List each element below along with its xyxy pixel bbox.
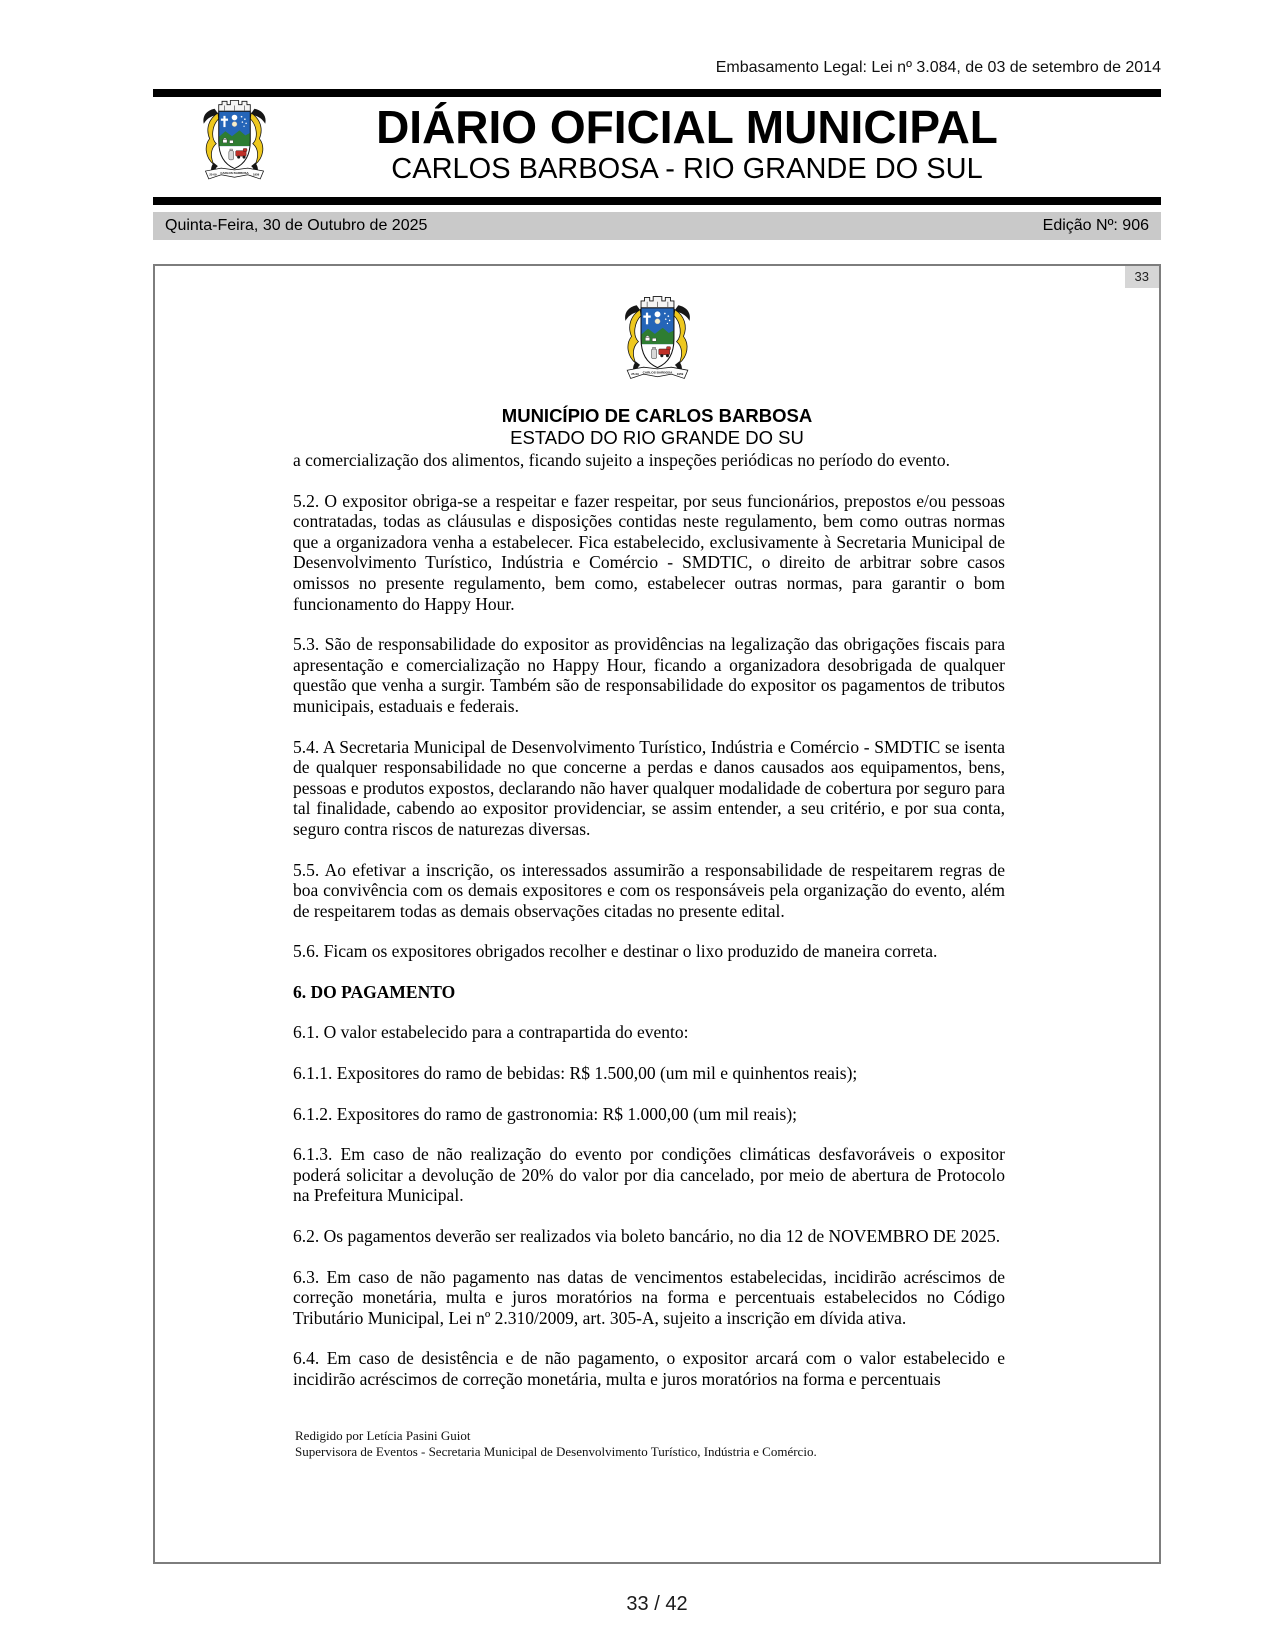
section-heading: 6. DO PAGAMENTO (293, 981, 456, 1002)
paragraph: 5.6. Ficam os expositores obrigados recolher e destinar o lixo produzido de maneira correta. (293, 941, 938, 962)
paragraph: 6.3. Em caso de não pagamento nas datas de vencimentos estabelecidas, incidirão acréscimos de correção monetária, multa e juros moratórios na forma e percentuais estabelecidos no Código Tributário Municipal, Lei nº 2.310/2009, art. 305-A, sujeito a inscrição em dívida ativa. (293, 1266, 1005, 1328)
issue-date: Quinta-Feira, 30 de Outubro de 2025 (165, 217, 428, 234)
date-edition-bar (153, 212, 1161, 240)
page-number-badge: 33 (1125, 266, 1159, 288)
paragraph: 6.1. O valor estabelecido para a contrapartida do evento: (293, 1022, 689, 1043)
pagination-indicator: 33 / 42 (626, 1593, 688, 1615)
municipality-title: MUNICÍPIO DE CARLOS BARBOSA (501, 405, 813, 426)
paragraph: a comercialização dos alimentos, ficando sujeito a inspeções periódicas no período do evento. (293, 450, 950, 470)
municipality-subtitle: ESTADO DO RIO GRANDE DO SU (510, 427, 804, 448)
top-rule (153, 89, 1161, 97)
legal-basis-line: Embasamento Legal: Lei nº 3.084, de 03 de setembro de 2014 (715, 59, 1161, 76)
gazette-title: DIÁRIO OFICIAL MUNICIPAL (376, 101, 998, 153)
gazette-content-column (153, 0, 1161, 1616)
municipal-coat-of-arms-icon (193, 98, 276, 196)
masthead (153, 97, 1161, 197)
bottom-rule (153, 197, 1161, 205)
paragraph: 6.4. Em caso de desistência e de não pagamento, o expositor arcará com o valor estabelecido e incidirão acréscimos de correção monetária, multa e juros moratórios na forma e percentuais (293, 1348, 1005, 1389)
paragraph: 5.5. Ao efetivar a inscrição, os interessados assumirão a responsabilidade de respeitarem regras de boa convivência com os demais expositores e com os responsáveis pela organização do evento, além de respeitarem todas as demais observações citadas no presente edital. (293, 859, 1005, 921)
paragraph: 6.1.1. Expositores do ramo de bebidas: R$ 1.500,00 (um mil e quinhentos reais); (293, 1063, 858, 1084)
paragraph: 5.2. O expositor obriga-se a respeitar e fazer respeitar, por seus funcionários, prepostos e/ou pessoas contratadas, todas as cláusulas e disposições contidas neste regulamento, bem como outras normas que a organizadora venha a estabelecer. Fica estabelecido, exclusivamente à Secretaria Municipal de Desenvolvimento Turístico, Indústria e Comércio - SMDTIC, o direito de arbitrar sobre casos omissos no presente regulamento, bem como, estabelecer outras normas, para garantir o bom funcionamento do Happy Hour. (293, 490, 1005, 614)
edition-number: Edição Nº: 906 (1042, 217, 1149, 234)
page-content (155, 266, 1159, 1390)
paragraph: 5.3. São de responsabilidade do expositor as providências na legalização das obrigações fiscais para apresentação e comercialização no Happy Hour, ficando a organizadora desobrigada de qualquer questão que venha a surgir. Também são de responsabilidade do expositor os pagamentos de tributos municipais, estaduais e federais. (293, 634, 1005, 716)
gazette-subtitle: CARLOS BARBOSA - RIO GRANDE DO SUL (391, 153, 983, 185)
signature-role: Supervisora de Eventos - Secretaria Municipal de Desenvolvimento Turístico, Indústria e Comércio. (295, 1443, 817, 1459)
signature-author: Redigido por Letícia Pasini Guiot (295, 1428, 471, 1443)
document-page (153, 264, 1161, 1564)
paragraph: 6.1.3. Em caso de não realização do evento por condições climáticas desfavoráveis o expositor poderá solicitar a devolução de 20% do valor por dia cancelado, por meio de abertura de Protocolo na Prefeitura Municipal. (293, 1144, 1005, 1206)
page-coat-of-arms-icon (614, 378, 701, 395)
paragraph: 6.1.2. Expositores do ramo de gastronomia: R$ 1.000,00 (um mil reais); (293, 1103, 798, 1124)
paragraph: 5.4. A Secretaria Municipal de Desenvolvimento Turístico, Indústria e Comércio - SMDTIC se isenta de qualquer responsabilidade no que concerne a perdas e danos causados aos equipamentos, bens, pessoas e produtos expostos, declarando não haver qualquer modalidade de cobertura por seguro para tal finalidade, cabendo ao expositor providenciar, se assim entender, a seu critério, e por sua conta, seguro contra riscos de naturezas diversas. (293, 736, 1005, 839)
paragraph: 6.2. Os pagamentos deverão ser realizados via boleto bancário, no dia 12 de NOVEMBRO DE 2025. (293, 1226, 1001, 1247)
signature-block (295, 1428, 817, 1459)
document-body (155, 449, 1159, 1390)
